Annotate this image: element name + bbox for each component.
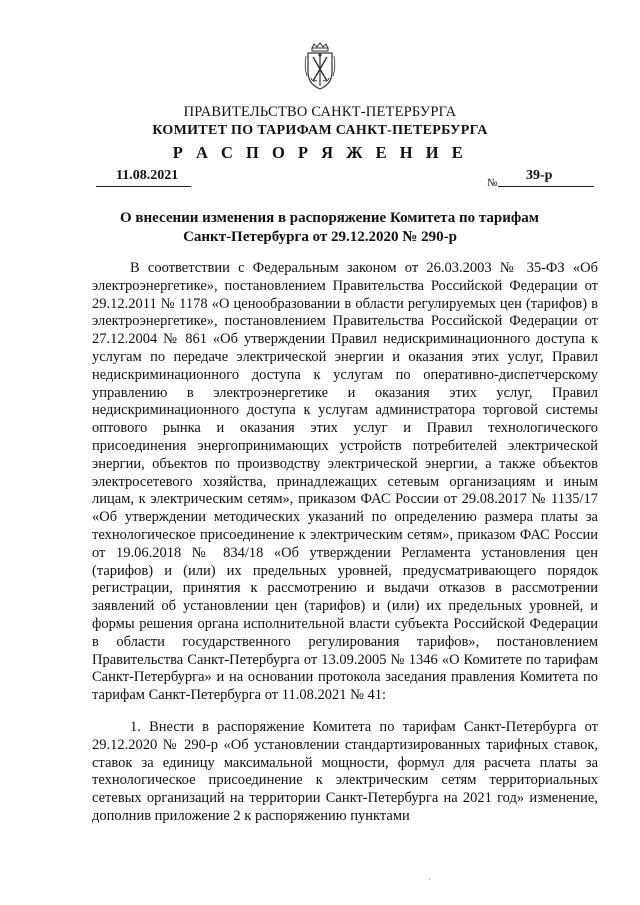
committee-title: КОМИТЕТ ПО ТАРИФАМ САНКТ-ПЕТЕРБУРГА <box>152 123 488 138</box>
number-sign: № <box>487 177 498 189</box>
preamble-paragraph: В соответствии с Федеральным законом от 26.03.2003 № 35-ФЗ «Об электроэнергетике», постановлением Правительства Российской Федерации от 29.12.2011 № 1178 «О ценообразовании в области регулируемых цен (тарифов) в электроэнергетике», постановлением Правительства Российской Федерации от 27.12.2004 № 861 «Об утверждении Правил недискриминационного доступа к услугам по передаче электрической энергии и оказания этих услуг, Правил недискриминационного доступа к услугам по оперативно-диспетчерскому управлению в электроэнергетике и оказания этих услуг, Правил недискриминационного доступа к услугам администратора торговой системы оптового рынка и оказания этих услуг и Правил технологического присоединения энергопринимающих устройств потребителей электрической энергии, объектов по производству электрической энергии, а также объектов электросетевого хозяйства, принадлежащих сетевым организациям и иным лицам, к электрическим сетям», приказом ФАС России от 29.08.2017 № 1135/17 «Об утверждении методических указаний по определению размера платы за технологическое присоединение к электрическим сетям», приказом ФАС России от 19.06.2018 № 834/18 «Об утверждении Регламента установления цен (тарифов) и (или) их предельных уровней, предусматривающего порядок регистрации, принятия к рассмотрению и выдачи отказов в рассмотрении заявлений об установлении цен (тарифов) и (или) их предельных уровней, и формы решения органа исполнительной власти субъекта Российской Федерации в области государственного регулирования тарифов», постановлением Правительства Санкт-Петербурга от 13.09.2005 № 1346 «О Комитете по тарифам Санкт-Петербурга» и на основании протокола заседания правления Комитета по тарифам Санкт-Петербурга от 11.08.2021 № 41: <box>92 260 598 704</box>
document-subject <box>120 209 539 247</box>
coat-of-arms-icon <box>302 42 338 92</box>
document-date: 11.08.2021 <box>116 168 179 183</box>
date-underline <box>96 186 191 187</box>
item-1-paragraph: 1. Внести в распоряжение Комитета по тарифам Санкт-Петербурга от 29.12.2020 № 290-р «Об установлении стандартизированных тарифных ставок, ставок за единицу максимальной мощности, формул для расчета платы за технологическое присоединение к электрическим сетям территориальных сетевых организаций на территории Санкт-Петербурга на 2021 год» изменение, дополнив приложение 2 к распоряжению пунктами <box>92 718 598 824</box>
footer-mark: ˈ <box>428 877 431 887</box>
document-type: Р А С П О Р Я Ж Е Н И Е <box>172 143 468 162</box>
subject-line-1: О внесении изменения в распоряжение Комитета по тарифам <box>120 210 539 226</box>
subject-line-2: Санкт-Петербурга от 29.12.2020 № 290-р <box>183 229 457 245</box>
government-title: ПРАВИТЕЛЬСТВО САНКТ-ПЕТЕРБУРГА <box>183 104 457 120</box>
number-underline <box>498 186 594 187</box>
document-number: 39-р <box>526 168 553 183</box>
document-body <box>92 260 598 826</box>
